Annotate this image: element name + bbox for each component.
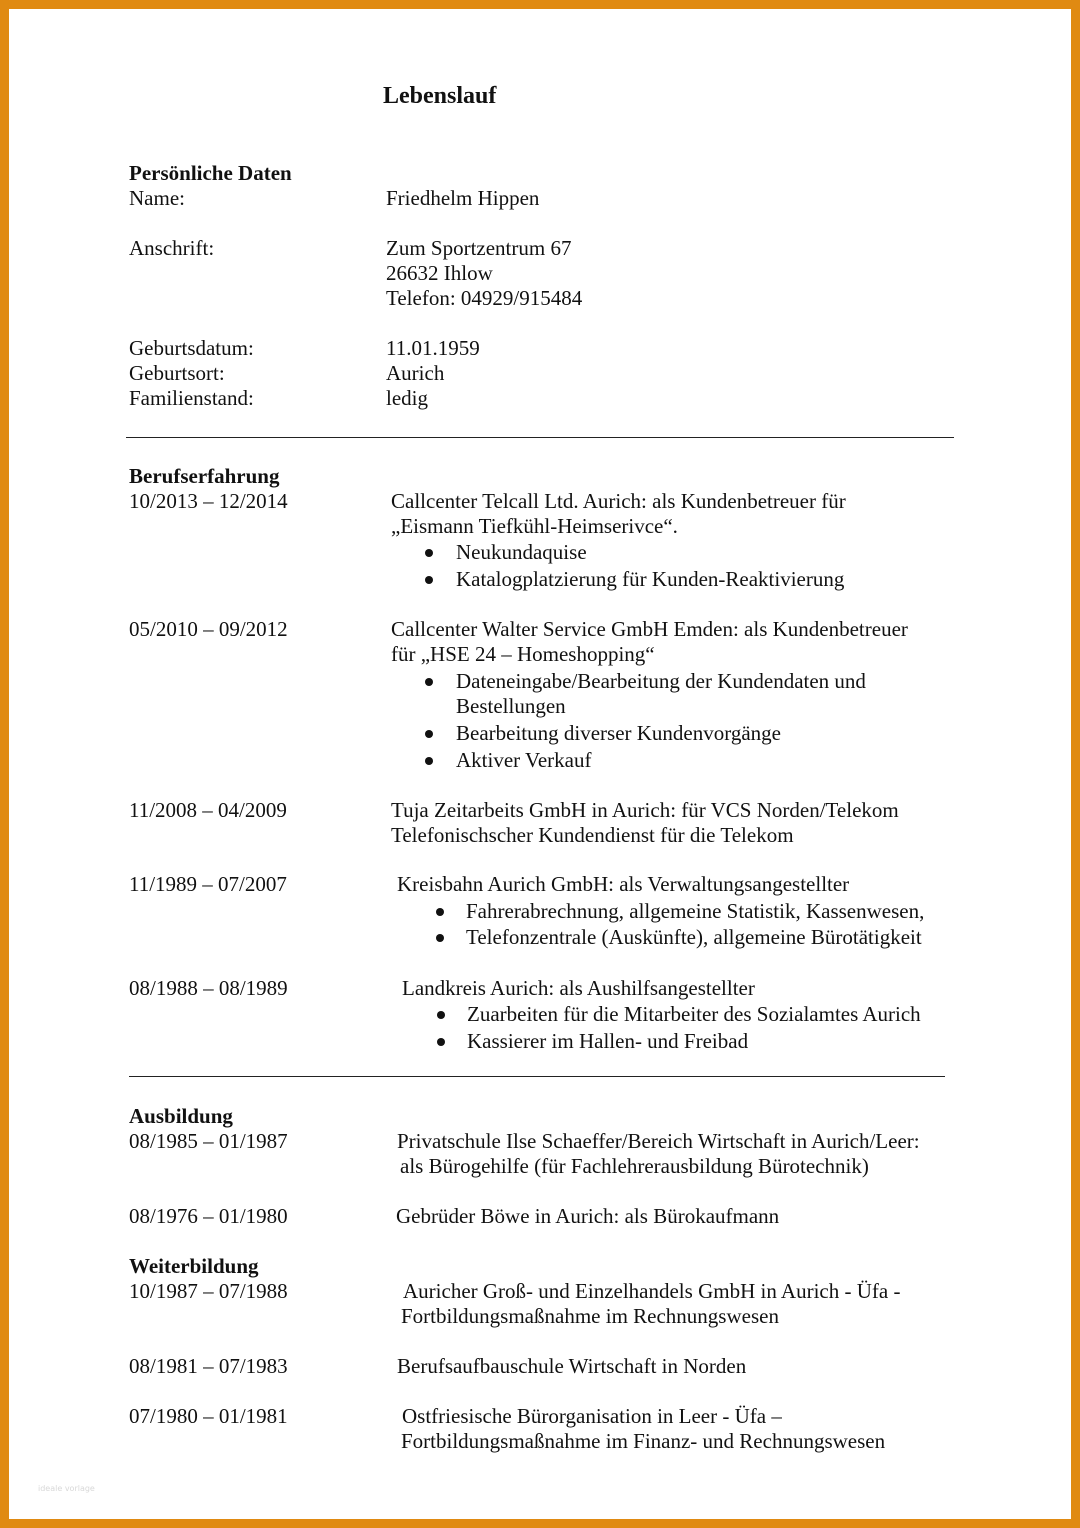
experience-bullet-text: Bearbeitung diverser Kundenvorgänge [456, 721, 782, 745]
training-period: 08/1981 – 07/1983 [129, 1354, 288, 1378]
birthdate-label: Geburtsdatum: [129, 336, 254, 360]
training-line: Fortbildungsmaßnahme im Rechnungswesen [401, 1304, 779, 1328]
experience-period: 10/2013 – 12/2014 [129, 489, 288, 513]
training-period: 07/1980 – 01/1981 [129, 1404, 288, 1428]
name-value: Friedhelm Hippen [386, 186, 540, 210]
address-city: 26632 Ihlow [386, 261, 493, 285]
experience-bullet-text: Bestellungen [456, 694, 566, 718]
experience-period: 08/1988 – 08/1989 [129, 976, 288, 1000]
bullet-icon [437, 1011, 445, 1019]
experience-line: Telefonischscher Kundendienst für die Telekom [391, 823, 794, 847]
experience-line: Callcenter Telcall Ltd. Aurich: als Kundenbetreuer für [391, 489, 846, 513]
experience-period: 05/2010 – 09/2012 [129, 617, 288, 641]
address-label: Anschrift: [129, 236, 215, 260]
experience-bullet-text: Kassierer im Hallen- und Freibad [467, 1029, 749, 1053]
bullet-icon [425, 730, 433, 738]
experience-line: Tuja Zeitarbeits GmbH in Aurich: für VCS Norden/Telekom [391, 798, 899, 822]
section-heading-personal: Persönliche Daten [129, 161, 292, 185]
bullet-icon [425, 576, 433, 584]
bullet-icon [425, 757, 433, 765]
experience-line: für „HSE 24 – Homeshopping“ [391, 642, 655, 666]
section-heading-training: Weiterbildung [129, 1254, 259, 1278]
education-line: Privatschule Ilse Schaeffer/Bereich Wirtschaft in Aurich/Leer: [397, 1129, 920, 1153]
experience-bullet-text: Dateneingabe/Bearbeitung der Kundendaten und [456, 669, 866, 693]
experience-bullet-text: Aktiver Verkauf [456, 748, 592, 772]
experience-bullet-text: Katalogplatzierung für Kunden-Reaktivierung [456, 567, 845, 591]
section-divider [126, 437, 954, 438]
bullet-icon [425, 678, 433, 686]
address-phone: Telefon: 04929/915484 [386, 286, 583, 310]
experience-bullet-text: Telefonzentrale (Auskünfte), allgemeine Bürotätigkeit [466, 925, 922, 949]
document-title: Lebenslauf [383, 83, 497, 109]
training-line: Auricher Groß- und Einzelhandels GmbH in Aurich - Üfa - [403, 1279, 901, 1303]
education-period: 08/1976 – 01/1980 [129, 1204, 288, 1228]
experience-line: „Eismann Tiefkühl-Heimserivce“. [391, 514, 678, 538]
experience-period: 11/1989 – 07/2007 [129, 872, 287, 896]
education-line: Gebrüder Böwe in Aurich: als Bürokaufmann [396, 1204, 780, 1228]
section-divider [129, 1076, 945, 1077]
watermark: ideale vorlage [38, 1484, 95, 1493]
training-period: 10/1987 – 07/1988 [129, 1279, 288, 1303]
bullet-icon [437, 1038, 445, 1046]
marital-value: ledig [386, 386, 428, 410]
experience-line: Callcenter Walter Service GmbH Emden: als Kundenbetreuer [391, 617, 908, 641]
name-label: Name: [129, 186, 185, 210]
training-line: Berufsaufbauschule Wirtschaft in Norden [397, 1354, 747, 1378]
experience-line: Landkreis Aurich: als Aushilfsangestellter [402, 976, 755, 1000]
bullet-icon [425, 549, 433, 557]
address-street: Zum Sportzentrum 67 [386, 236, 572, 260]
bullet-icon [436, 908, 444, 916]
training-line: Fortbildungsmaßnahme im Finanz- und Rechnungswesen [401, 1429, 886, 1453]
experience-line: Kreisbahn Aurich GmbH: als Verwaltungsangestellter [397, 872, 850, 896]
experience-bullet-text: Zuarbeiten für die Mitarbeiter des Sozialamtes Aurich [467, 1002, 921, 1026]
marital-label: Familienstand: [129, 386, 254, 410]
section-heading-experience: Berufserfahrung [129, 464, 280, 488]
birthplace-value: Aurich [386, 361, 445, 385]
experience-bullet-text: Neukundaquise [456, 540, 587, 564]
training-line: Ostfriesische Bürorganisation in Leer - Üfa – [402, 1404, 782, 1428]
birthplace-label: Geburtsort: [129, 361, 225, 385]
education-line: als Bürogehilfe (für Fachlehrerausbildung Bürotechnik) [400, 1154, 869, 1178]
birthdate-value: 11.01.1959 [386, 336, 480, 360]
experience-period: 11/2008 – 04/2009 [129, 798, 287, 822]
section-heading-education: Ausbildung [129, 1104, 233, 1128]
experience-bullet-text: Fahrerabrechnung, allgemeine Statistik, Kassenwesen, [466, 899, 925, 923]
bullet-icon [436, 934, 444, 942]
education-period: 08/1985 – 01/1987 [129, 1129, 288, 1153]
